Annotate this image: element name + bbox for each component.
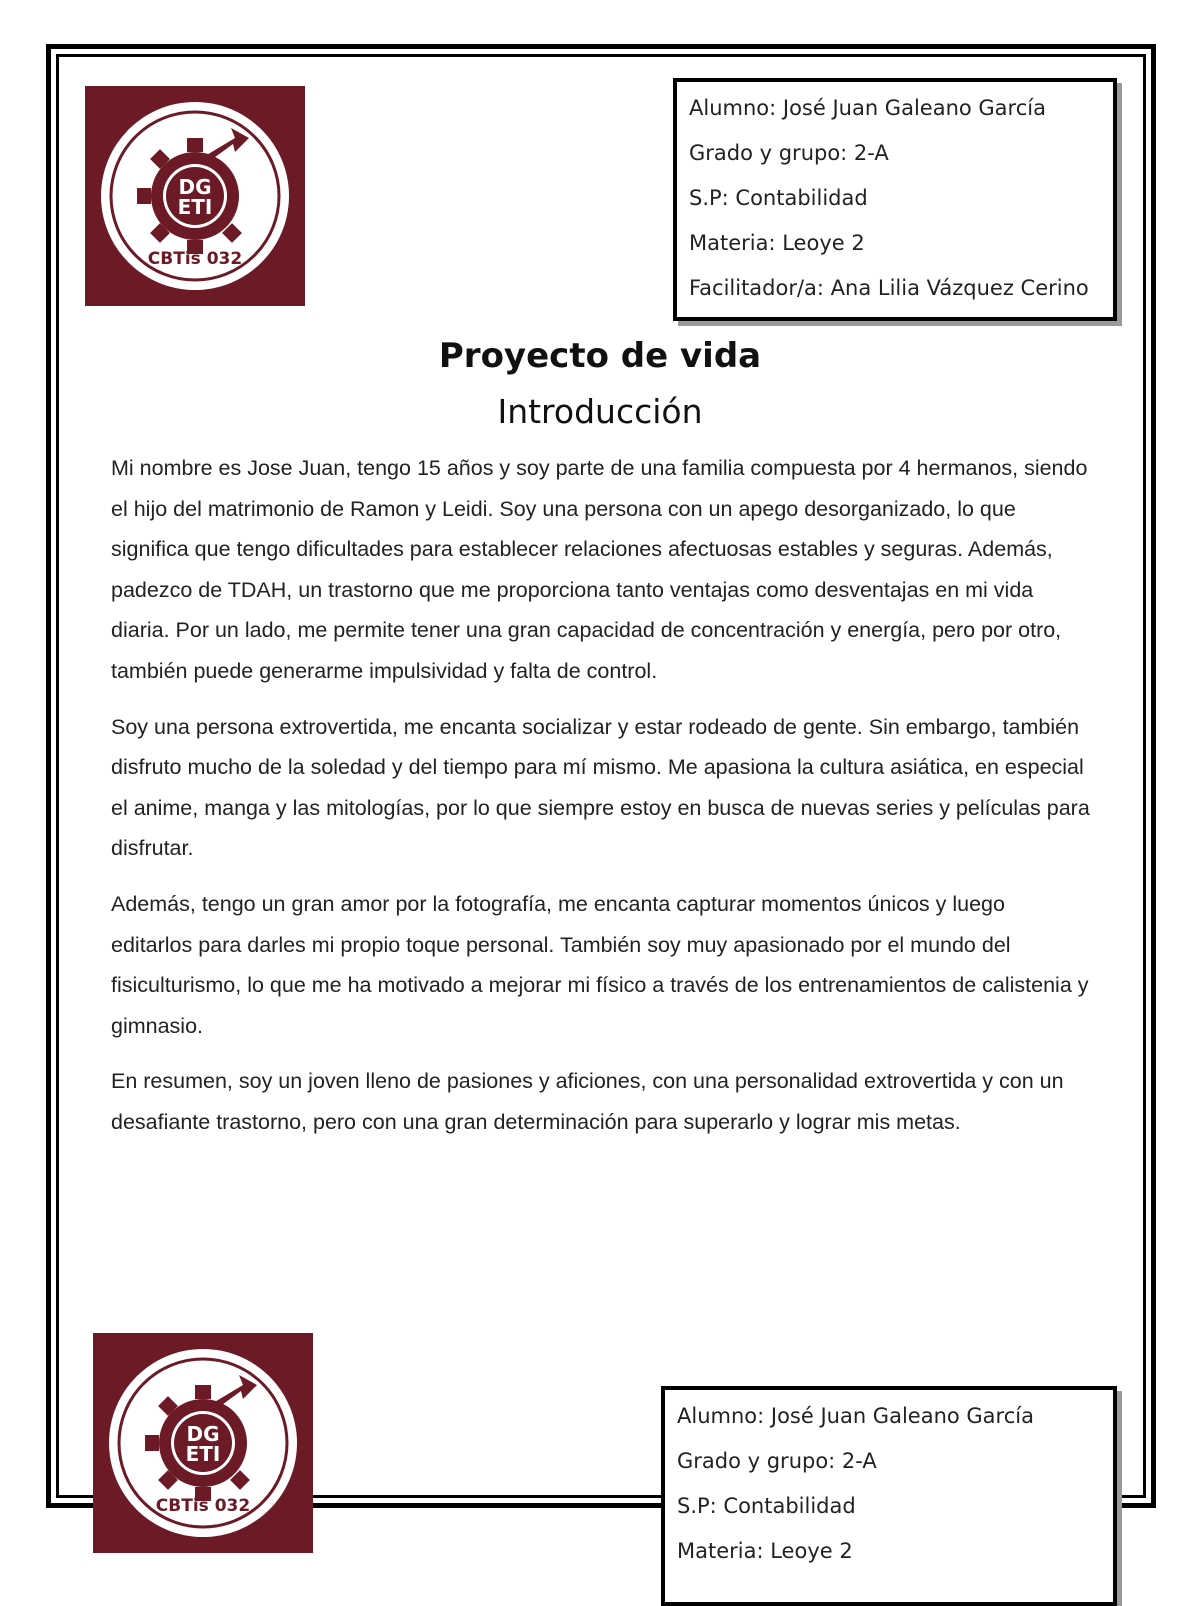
student-info-box-next-page bbox=[661, 1386, 1117, 1606]
logo-caption: CBTis 032 bbox=[147, 249, 243, 269]
logo-text-bottom: ETI bbox=[185, 1442, 221, 1466]
facilitator: Facilitador/a: Ana Lilia Vázquez Cerino bbox=[689, 276, 1089, 300]
logo-text-top: DG bbox=[186, 1422, 220, 1446]
logo-text-bottom: ETI bbox=[177, 195, 213, 219]
specialty: S.P: Contabilidad bbox=[677, 1494, 856, 1518]
subject: Materia: Leoye 2 bbox=[689, 231, 865, 255]
student-name: Alumno: José Juan Galeano García bbox=[689, 96, 1046, 120]
grade-group: Grado y grupo: 2-A bbox=[689, 141, 889, 165]
specialty: S.P: Contabilidad bbox=[689, 186, 868, 210]
logo-caption: CBTis 032 bbox=[155, 1496, 251, 1516]
student-name: Alumno: José Juan Galeano García bbox=[677, 1404, 1034, 1428]
document-body bbox=[111, 448, 1091, 1158]
student-info-box bbox=[673, 78, 1117, 321]
paragraph: Además, tengo un gran amor por la fotografía, me encanta capturar momentos únicos y luego editarlos para darles mi propio toque personal. También soy muy apasionado por el mundo del fisiculturismo, lo que me ha motivado a mejorar mi físico a través de los entrenamientos de calistenia y gimnasio. bbox=[111, 891, 1089, 1038]
paragraph: En resumen, soy un joven lleno de pasiones y aficiones, con una personalidad extrovertida y con un desafiante trastorno, pero con una gran determinación para superarlo y lograr mis metas. bbox=[111, 1069, 1064, 1134]
document-title: Proyecto de vida bbox=[438, 336, 762, 376]
school-logo-next-page bbox=[93, 1333, 313, 1553]
dgeti-gear-icon bbox=[93, 1333, 313, 1553]
grade-group: Grado y grupo: 2-A bbox=[677, 1449, 877, 1473]
document-subtitle: Introducción bbox=[497, 392, 703, 431]
school-logo bbox=[85, 86, 305, 306]
paragraph: Mi nombre es Jose Juan, tengo 15 años y soy parte de una familia compuesta por 4 hermanos, siendo el hijo del matrimonio de Ramon y Leidi. Soy una persona con un apego desorganizado, lo que significa que tengo dificultades para establecer relaciones afectuosas estables y seguras. Además, padezco de TDAH, un trastorno que me proporciona tanto ventajas como desventajas en mi vida diaria. Por un lado, me permite tener una gran capacidad de concentración y energía, pero por otro, también puede generarme impulsividad y falta de control. bbox=[111, 456, 1088, 683]
logo-text-top: DG bbox=[178, 175, 212, 199]
subject: Materia: Leoye 2 bbox=[677, 1539, 853, 1563]
dgeti-gear-icon bbox=[85, 86, 305, 306]
paragraph: Soy una persona extrovertida, me encanta socializar y estar rodeado de gente. Sin embargo, también disfruto mucho de la soledad y del tiempo para mí mismo. Me apasiona la cultura asiática, en especial el anime, manga y las mitologías, por lo que siempre estoy en busca de nuevas series y películas para disfrutar. bbox=[111, 714, 1090, 861]
